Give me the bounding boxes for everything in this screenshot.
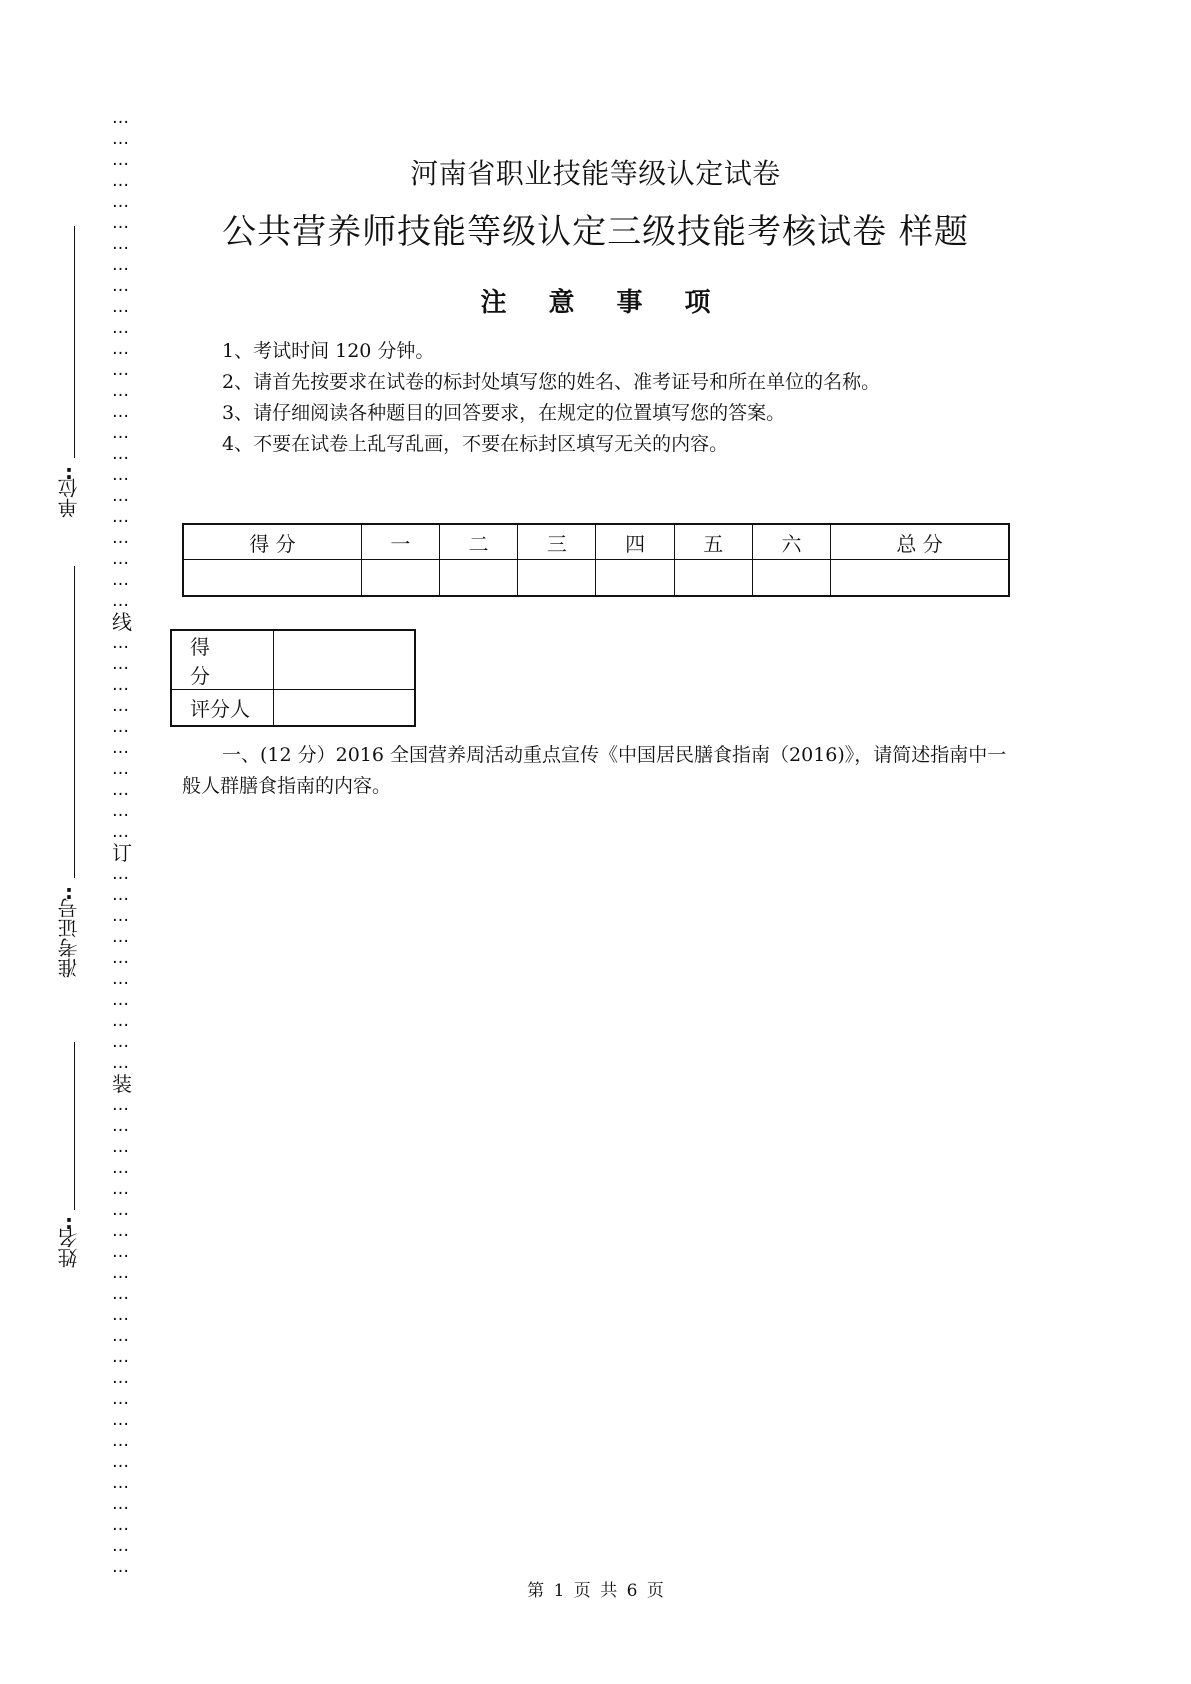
score-entry-cell[interactable] xyxy=(183,560,361,597)
score-summary-table xyxy=(182,523,1010,597)
binding-margin-dot: … xyxy=(112,696,128,716)
binding-margin-dot: … xyxy=(112,1263,128,1283)
binding-margin-dot: … xyxy=(112,1368,128,1388)
score-header-cell: 三 xyxy=(518,524,596,560)
binding-margin-dot: … xyxy=(112,927,128,947)
notice-heading: 注意事项 xyxy=(480,288,753,318)
binding-margin-dot: … xyxy=(112,1557,128,1577)
binding-margin-dot: … xyxy=(112,507,128,527)
notice-item: 1、考试时间 120 分钟。 xyxy=(222,340,435,362)
binding-margin-dot: … xyxy=(112,108,128,128)
binding-margin-dot: … xyxy=(112,969,128,989)
binding-margin-dot: … xyxy=(112,738,128,758)
binding-margin-dot: … xyxy=(112,948,128,968)
grader-label-cell: 评分人 xyxy=(171,690,274,727)
exam-paper-title: 公共营养师技能等级认定三级技能考核试卷 样题 xyxy=(222,212,969,252)
binding-margin-dot: … xyxy=(112,297,128,317)
binding-margin-dot: … xyxy=(112,1095,128,1115)
table-row xyxy=(171,630,415,690)
binding-margin-dot: … xyxy=(112,213,128,233)
binding-margin-dot: … xyxy=(112,129,128,149)
score-header-cell: 四 xyxy=(596,524,674,560)
binding-margin-dot: … xyxy=(112,150,128,170)
binding-margin-dot: … xyxy=(112,864,128,884)
binding-margin-dot: … xyxy=(112,423,128,443)
table-row xyxy=(183,560,1009,597)
name-write-line xyxy=(74,1042,75,1210)
binding-margin-dot: … xyxy=(112,1158,128,1178)
binding-margin-dot: … xyxy=(112,570,128,590)
score-header-cell: 五 xyxy=(674,524,752,560)
binding-margin-dot: … xyxy=(112,759,128,779)
exam-organizer-title: 河南省职业技能等级认定试卷 xyxy=(410,157,781,190)
binding-margin-dot: … xyxy=(112,255,128,275)
binding-margin-dot: … xyxy=(112,318,128,338)
unit-label: : 单位 xyxy=(57,460,81,518)
binding-margin-dot: … xyxy=(112,1473,128,1493)
score-entry-cell[interactable] xyxy=(831,560,1009,597)
score-entry-cell[interactable] xyxy=(361,560,439,597)
binding-margin-dot: … xyxy=(112,402,128,422)
binding-margin-dot: … xyxy=(112,444,128,464)
score-entry-cell[interactable] xyxy=(274,630,416,690)
binding-margin-dot: … xyxy=(112,549,128,569)
binding-margin-dot: … xyxy=(112,654,128,674)
score-entry-cell[interactable] xyxy=(440,560,518,597)
binding-margin-dot: … xyxy=(112,1305,128,1325)
score-entry-cell[interactable] xyxy=(518,560,596,597)
binding-margin-dot: … xyxy=(112,234,128,254)
score-entry-cell[interactable] xyxy=(596,560,674,597)
binding-margin-dot: … xyxy=(112,1452,128,1472)
binding-margin-dot: … xyxy=(112,1032,128,1052)
score-header-cell: 一 xyxy=(361,524,439,560)
binding-margin-dot: … xyxy=(112,1536,128,1556)
score-header-cell: 二 xyxy=(440,524,518,560)
binding-margin-order-char: 订 xyxy=(112,841,132,865)
binding-margin-dot: … xyxy=(112,1242,128,1262)
table-row xyxy=(171,690,415,727)
notice-item: 2、请首先按要求在试卷的标封处填写您的姓名、准考证号和所在单位的名称。 xyxy=(222,371,881,393)
binding-margin-dot: … xyxy=(112,675,128,695)
binding-margin-dot: … xyxy=(112,486,128,506)
score-entry-cell[interactable] xyxy=(674,560,752,597)
score-entry-cell[interactable] xyxy=(752,560,830,597)
name-label: : 姓名 xyxy=(57,1210,81,1268)
binding-margin-dot: … xyxy=(112,801,128,821)
binding-margin-dot: … xyxy=(112,1284,128,1304)
unit-write-line xyxy=(74,226,75,458)
table-row xyxy=(183,524,1009,560)
binding-margin-dot: … xyxy=(112,381,128,401)
score-header-cell: 六 xyxy=(752,524,830,560)
binding-margin-dot: … xyxy=(112,906,128,926)
binding-margin-dot: … xyxy=(112,360,128,380)
exam-id-write-line xyxy=(74,566,75,878)
binding-margin-dots xyxy=(112,108,146,1588)
page-number: 第 1 页 共 6 页 xyxy=(527,1581,664,1601)
binding-margin-dot: … xyxy=(112,633,128,653)
binding-margin-dot: … xyxy=(112,717,128,737)
binding-margin-dot: … xyxy=(112,1494,128,1514)
binding-margin-line-char: 线 xyxy=(112,610,132,634)
notice-item: 3、请仔细阅读各种题目的回答要求，在规定的位置填写您的答案。 xyxy=(222,402,786,424)
score-header-cell: 得 分 xyxy=(183,524,361,560)
binding-margin-dot: … xyxy=(112,780,128,800)
notice-item: 4、不要在试卷上乱写乱画，不要在标封区填写无关的内容。 xyxy=(222,433,729,455)
question-1-text: 一、(12 分）2016 全国营养周活动重点宣传《中国居民膳食指南（2016)》，请简述指南中一般人群膳食指南的内容。 xyxy=(182,744,1007,797)
binding-margin-dot: … xyxy=(112,1221,128,1241)
binding-margin-dot: … xyxy=(112,192,128,212)
binding-margin-dot: … xyxy=(112,591,128,611)
binding-margin-dot: … xyxy=(112,1137,128,1157)
exam-id-label: : 准考证号 xyxy=(57,880,81,978)
binding-margin-dot: … xyxy=(112,1431,128,1451)
binding-margin-dot: … xyxy=(112,276,128,296)
binding-margin-dot: … xyxy=(112,1326,128,1346)
binding-margin-dot: … xyxy=(112,171,128,191)
score-header-cell: 总 分 xyxy=(831,524,1009,560)
binding-margin-dot: … xyxy=(112,528,128,548)
binding-margin-bind-char: 装 xyxy=(112,1072,132,1096)
binding-margin-dot: … xyxy=(112,1200,128,1220)
grader-table xyxy=(170,629,416,727)
binding-margin-dot: … xyxy=(112,1116,128,1136)
binding-margin-dot: … xyxy=(112,822,128,842)
binding-margin-dot: … xyxy=(112,465,128,485)
binding-margin-dot: … xyxy=(112,1410,128,1430)
binding-margin-dot: … xyxy=(112,1011,128,1031)
binding-margin-dot: … xyxy=(112,1053,128,1073)
score-label-cell: 得 分 xyxy=(171,630,274,690)
grader-entry-cell[interactable] xyxy=(274,690,416,727)
binding-margin-dot: … xyxy=(112,885,128,905)
binding-margin-dot: … xyxy=(112,1347,128,1367)
notice-list xyxy=(222,336,880,460)
binding-margin-dot: … xyxy=(112,1389,128,1409)
binding-margin-dot: … xyxy=(112,990,128,1010)
binding-margin-dot: … xyxy=(112,1515,128,1535)
binding-margin-dot: … xyxy=(112,1179,128,1199)
binding-margin-dot: … xyxy=(112,339,128,359)
